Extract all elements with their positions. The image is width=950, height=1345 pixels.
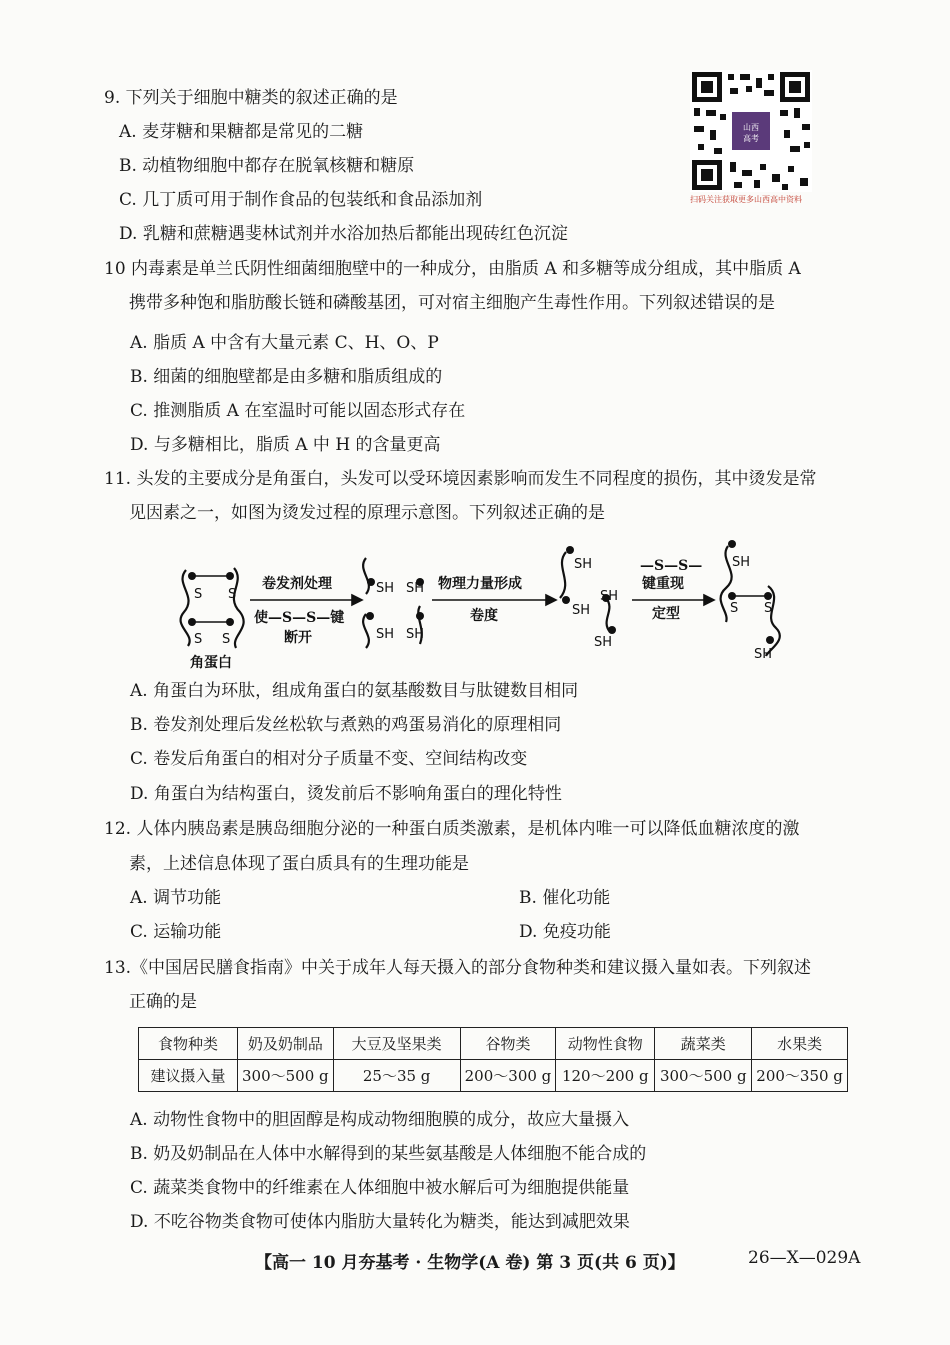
step2-top-label: 物理力量形成 — [438, 576, 522, 592]
stage2-sh-1: SH — [376, 581, 395, 596]
table-cell: 动物性食物 — [556, 1028, 655, 1060]
step1-bottom-label-1: 使—S—S—键 — [254, 610, 345, 626]
page-footer-code: 26—X—029A — [748, 1248, 861, 1268]
stage2-sh-2: SH — [406, 581, 425, 596]
stage2-dot-4 — [416, 612, 424, 620]
stage3-sh-3: SH — [600, 589, 619, 604]
table-cell: 蔬菜类 — [655, 1028, 752, 1060]
q12-option-d: D. 免疫功能 — [519, 922, 611, 942]
q11-option-a: A. 角蛋白为环肽，组成角蛋白的氨基酸数目与肽键数目相同 — [130, 681, 579, 701]
keratin-s-3: S — [194, 632, 203, 647]
table-row — [139, 1060, 848, 1092]
q10-option-c: C. 推测脂质 A 在室温时可能以固态形式存在 — [130, 401, 466, 421]
q9-option-a: A. 麦芽糖和果糖都是常见的二糖 — [119, 122, 364, 142]
q9-option-b: B. 动植物细胞中都存在脱氧核糖和糖原 — [119, 156, 415, 176]
step3-top-label-1: —S—S— — [640, 558, 703, 574]
q11-option-b: B. 卷发剂处理后发丝松软与煮熟的鸡蛋易消化的原理相同 — [130, 715, 562, 735]
q10-option-a: A. 脂质 A 中含有大量元素 C、H、O、P — [130, 333, 439, 353]
q13-stem-line1: 13.《中国居民膳食指南》中关于成年人每天摄入的部分食物种类和建议摄入量如表。下列叙述 — [104, 958, 812, 978]
keratin-s-2: S — [228, 587, 237, 602]
page-footer-title: 【高一 10 月夯基考 · 生物学(A 卷) 第 3 页(共 6 页)】 — [255, 1253, 685, 1273]
q12-option-b: B. 催化功能 — [519, 888, 611, 908]
table-cell: 300～500 g — [238, 1060, 334, 1092]
stage4-sh-1: SH — [732, 555, 751, 570]
q12-stem-line2: 素，上述信息体现了蛋白质具有的生理功能是 — [129, 854, 469, 874]
stage4-dot-4 — [766, 636, 774, 644]
q10-option-b: B. 细菌的细胞壁都是由多糖和脂质组成的 — [130, 367, 443, 387]
step3-bottom-label: 定型 — [652, 606, 680, 622]
q12-stem-line1: 12. 人体内胰岛素是胰岛细胞分泌的一种蛋白质类激素，是机体内唯一可以降低血糖浓度的激 — [104, 819, 800, 839]
keratin-s-1: S — [194, 587, 203, 602]
stage3-sh-1: SH — [574, 557, 593, 572]
stage2-sh-4: SH — [406, 627, 425, 642]
q9-option-c: C. 几丁质可用于制作食品的包装纸和食品添加剂 — [119, 190, 483, 210]
q13-option-b: B. 奶及奶制品在人体中水解得到的某些氨基酸是人体细胞不能合成的 — [130, 1144, 647, 1164]
keratin-label: 角蛋白 — [190, 655, 232, 671]
q13-option-c: C. 蔬菜类食物中的纤维素在人体细胞中被水解后可为细胞提供能量 — [130, 1178, 630, 1198]
stage4-s-1: S — [730, 601, 739, 616]
keratin-strand-right — [234, 568, 244, 648]
q12-option-c: C. 运输功能 — [130, 922, 222, 942]
table-cell: 120～200 g — [556, 1060, 655, 1092]
arrow-1-head — [352, 595, 362, 605]
stage3-sh-2: SH — [572, 603, 591, 618]
qr-badge-line2: 高考 — [743, 134, 759, 143]
table-cell: 300～500 g — [655, 1060, 752, 1092]
stage2-dot-1 — [367, 578, 375, 586]
q10-stem-line2: 携带多种饱和脂肪酸长链和磷酸基团，可对宿主细胞产生毒性作用。下列叙述错误的是 — [129, 293, 775, 313]
qr-caption: 扫码关注获取更多山西高中资料 — [690, 195, 802, 204]
table-cell: 建议摄入量 — [139, 1060, 238, 1092]
perm-process-diagram — [170, 536, 810, 672]
table-cell: 水果类 — [752, 1028, 848, 1060]
table-cell: 食物种类 — [139, 1028, 238, 1060]
step1-top-label: 卷发剂处理 — [262, 576, 332, 592]
q10-option-d: D. 与多糖相比，脂质 A 中 H 的含量更高 — [130, 435, 441, 455]
stage2-dot-3 — [366, 612, 374, 620]
q9-stem: 9. 下列关于细胞中糖类的叙述正确的是 — [104, 88, 398, 108]
q13-option-d: D. 不吃谷物类食物可使体内脂肪大量转化为糖类，能达到减肥效果 — [130, 1212, 630, 1232]
qr-badge-line1: 山西 — [743, 123, 759, 132]
q11-option-d: D. 角蛋白为结构蛋白，烫发前后不影响角蛋白的理化特性 — [130, 784, 562, 804]
table-cell: 谷物类 — [460, 1028, 556, 1060]
q13-option-a: A. 动物性食物中的胆固醇是构成动物细胞膜的成分，故应大量摄入 — [130, 1110, 630, 1130]
table-cell: 200～350 g — [752, 1060, 848, 1092]
stage3-strand-a — [560, 552, 566, 598]
q12-option-a: A. 调节功能 — [130, 888, 222, 908]
table-cell: 25～35 g — [333, 1060, 460, 1092]
step1-bottom-label-2: 断开 — [284, 630, 312, 646]
stage4-sh-2: SH — [754, 647, 773, 662]
stage3-dot-2 — [562, 596, 570, 604]
q11-stem-line2: 见因素之一，如图为烫发过程的原理示意图。下列叙述正确的是 — [129, 503, 605, 523]
q11-stem-line1: 11. 头发的主要成分是角蛋白，头发可以受环境因素影响而发生不同程度的损伤，其中烫发是常 — [104, 469, 817, 489]
step3-top-label-2: 键重现 — [642, 576, 684, 592]
table-cell: 奶及奶制品 — [238, 1028, 334, 1060]
q13-stem-line2: 正确的是 — [129, 992, 197, 1012]
keratin-s-4: S — [222, 632, 231, 647]
arrow-3-head — [704, 595, 714, 605]
q9-option-d: D. 乳糖和蔗糖遇斐林试剂并水浴加热后都能出现砖红色沉淀 — [119, 224, 568, 244]
q10-stem-line1: 10 内毒素是单兰氏阴性细菌细胞壁中的一种成分，由脂质 A 和多糖等成分组成，其中脂质 A — [104, 259, 801, 279]
stage3-dot-1 — [566, 546, 574, 554]
food-intake-table — [138, 1027, 848, 1092]
qr-code[interactable] — [690, 70, 812, 192]
qr-code-icon — [690, 70, 812, 192]
table-cell: 大豆及坚果类 — [333, 1028, 460, 1060]
stage4-dot-1 — [728, 540, 736, 548]
table-header-row — [139, 1028, 848, 1060]
stage4-s-2: S — [764, 601, 773, 616]
q11-option-c: C. 卷发后角蛋白的相对分子质量不变、空间结构改变 — [130, 749, 528, 769]
table-cell: 200～300 g — [460, 1060, 556, 1092]
stage2-strand-a — [363, 558, 369, 594]
keratin-strand-left — [181, 570, 190, 646]
stage3-sh-4: SH — [594, 635, 613, 650]
step2-bottom-label: 卷度 — [470, 608, 498, 624]
stage3-dot-4 — [608, 626, 616, 634]
arrow-2-head — [546, 595, 556, 605]
stage2-sh-3: SH — [376, 627, 395, 642]
